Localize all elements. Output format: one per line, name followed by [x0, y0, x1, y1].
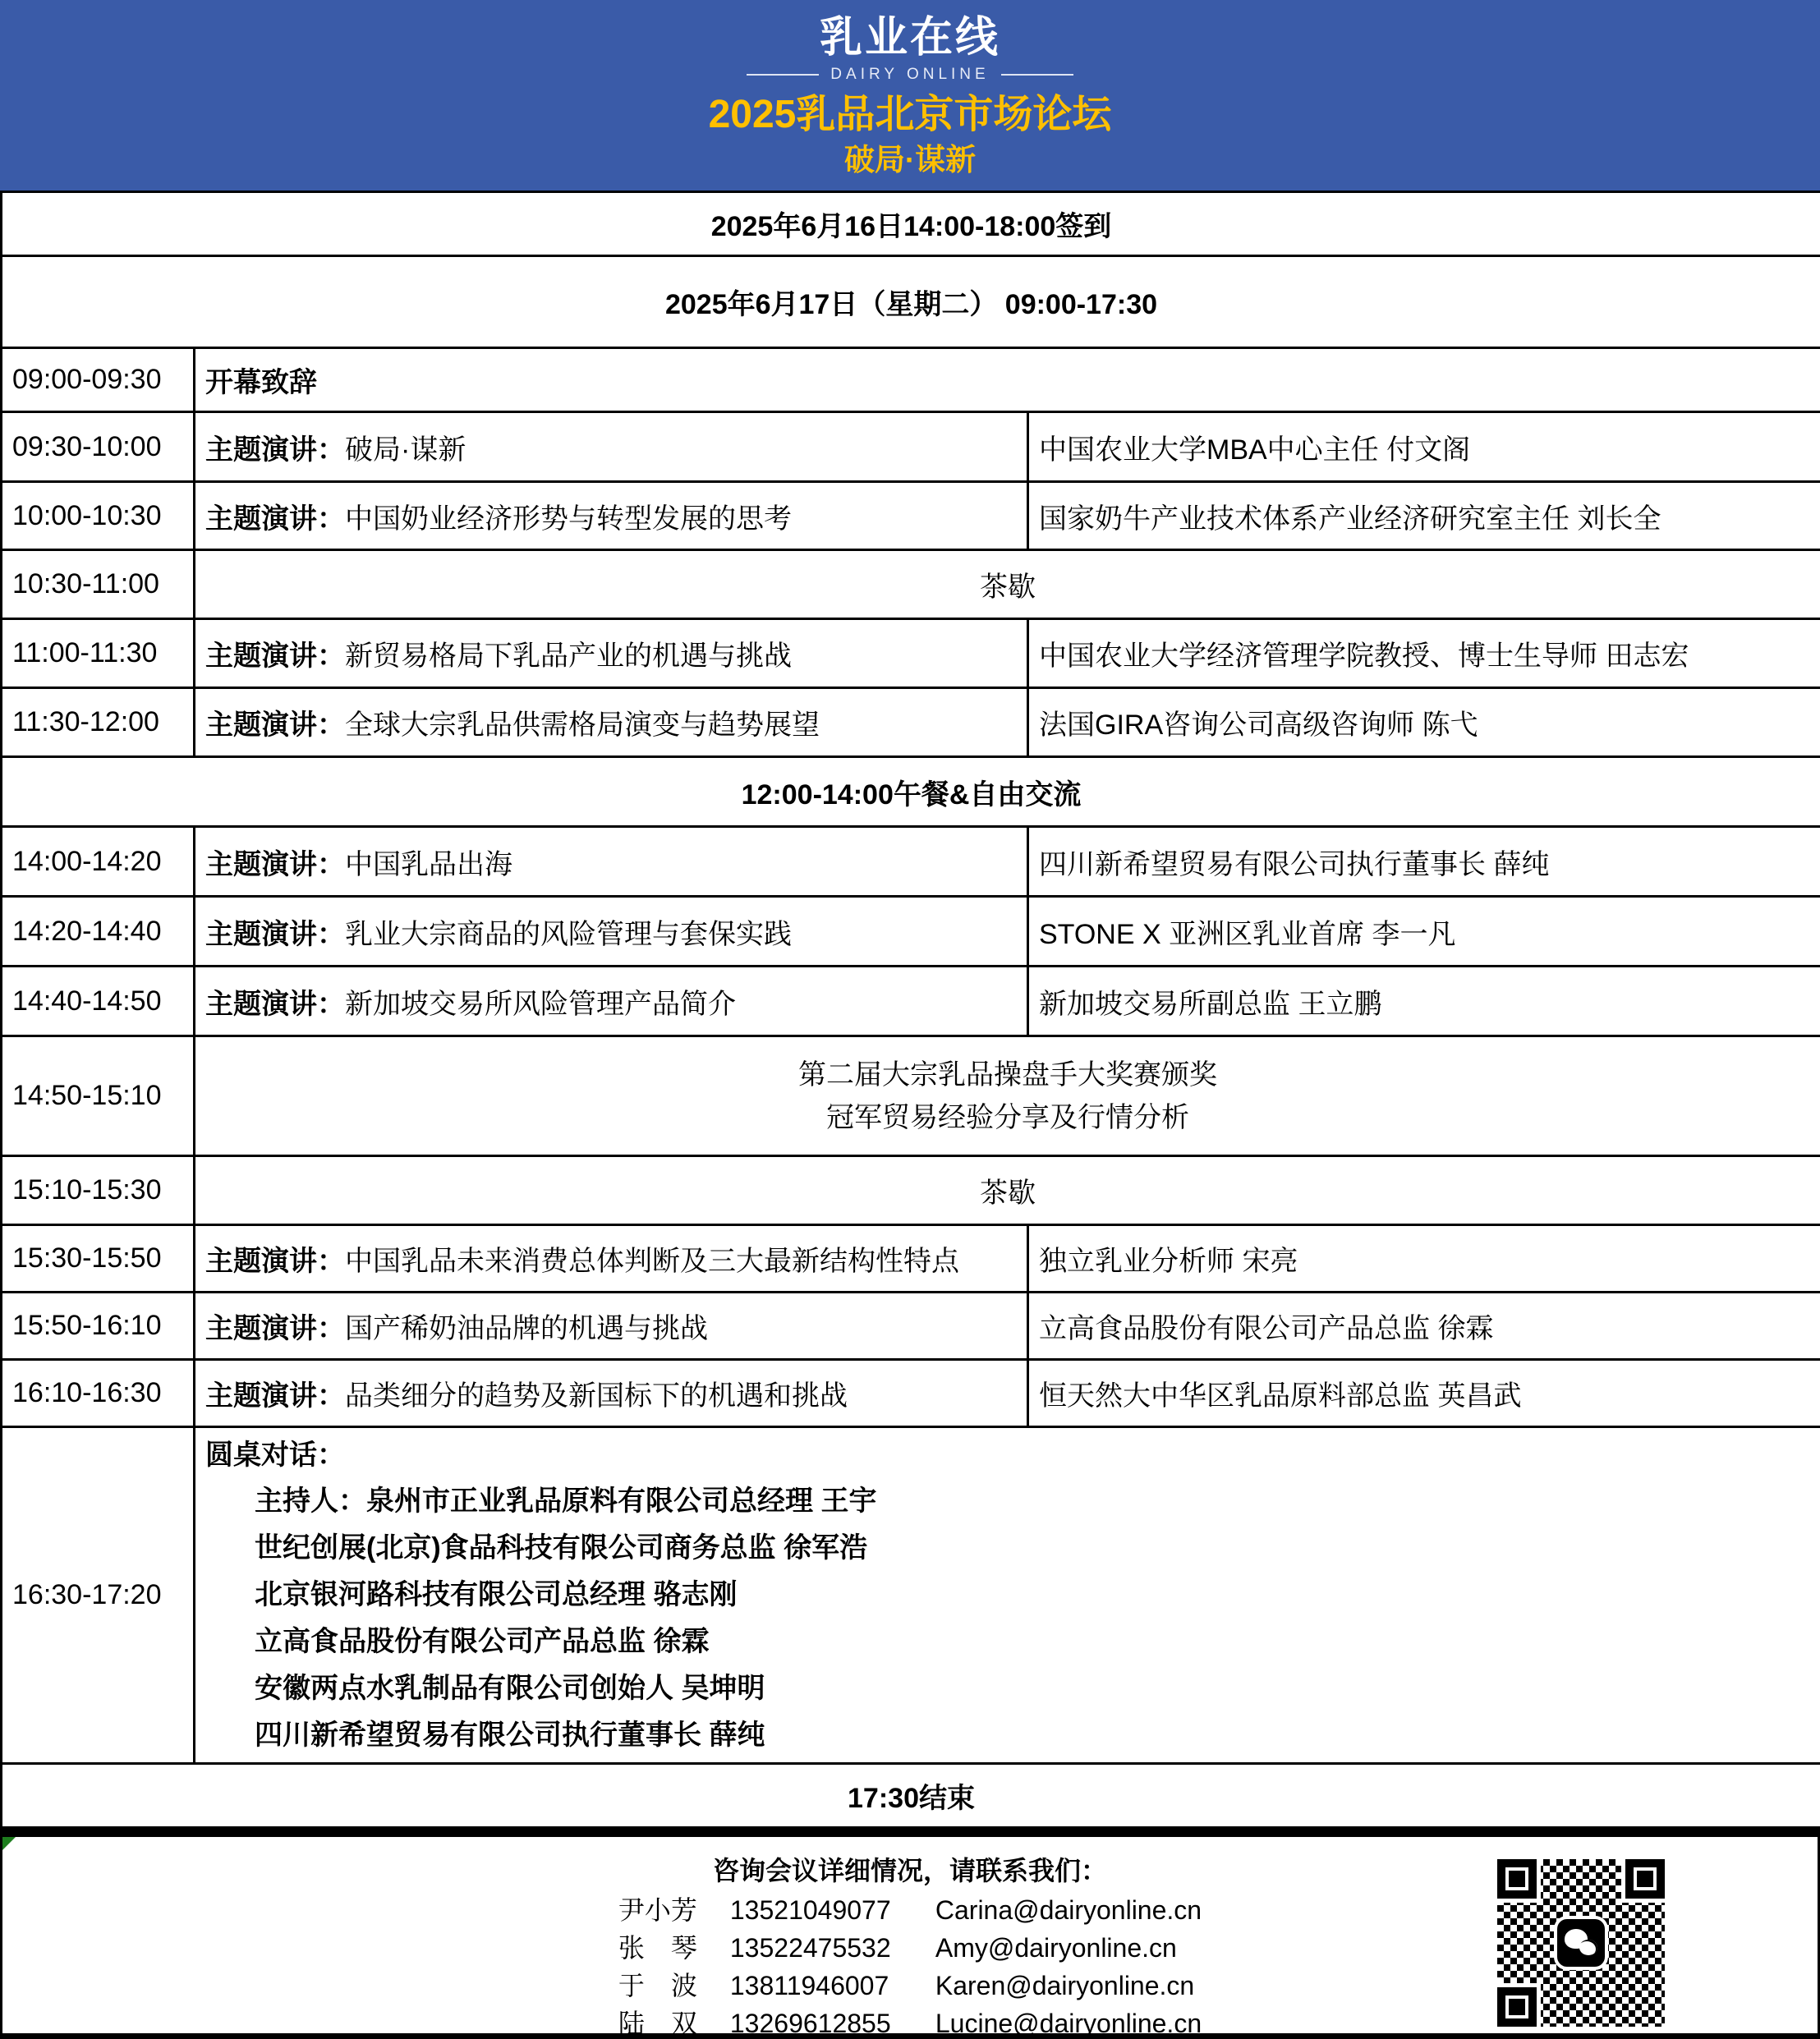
time-cell: 14:00-14:20 [2, 827, 195, 897]
lunch-cell: 12:00-14:00午餐&自由交流 [2, 757, 1820, 827]
speaker-cell: 独立乳业分析师 宋亮 [1028, 1225, 1820, 1293]
time-cell: 14:20-14:40 [2, 897, 195, 967]
session-cell [195, 967, 1028, 1036]
speaker-cell: 中国农业大学MBA中心主任 付文阁 [1028, 412, 1820, 482]
award-cell [195, 1036, 1820, 1156]
session-type-label: 主题演讲： [205, 918, 345, 950]
conference-day-cell: 2025年6月17日（星期二） 09:00-17:30 [2, 256, 1820, 348]
logo-dash-left [747, 74, 819, 76]
page-subtitle: 破局·谋新 [843, 143, 977, 177]
time-cell: 15:30-15:50 [2, 1225, 195, 1293]
contact-row [618, 2005, 1202, 2039]
speaker-cell: 国家奶牛产业技术体系产业经济研究室主任 刘长全 [1028, 482, 1820, 550]
excel-flag-triangle-icon [2, 1837, 16, 1850]
contact-row [618, 1929, 1202, 1967]
session-type-label: 主题演讲： [205, 848, 345, 880]
contact-heading: 咨询会议详细情况，请联系我们： [712, 1856, 1107, 1885]
session-cell [195, 1360, 1028, 1427]
session-cell [195, 1293, 1028, 1360]
session-title: 中国奶业经济形势与转型发展的思考 [345, 503, 792, 535]
session-title: 品类细分的趋势及新国标下的机遇和挑战 [345, 1380, 848, 1412]
speaker-cell: STONE X 亚洲区乳业首席 李一凡 [1028, 897, 1820, 967]
contact-phone: 13269612855 [729, 2009, 891, 2038]
speaker-cell: 恒天然大中华区乳品原料部总监 英昌武 [1028, 1360, 1820, 1427]
award-line-2: 冠军贸易经验分享及行情分析 [826, 1101, 1189, 1133]
qr-finder-icon [1497, 1859, 1537, 1899]
time-cell: 14:40-14:50 [2, 967, 195, 1036]
contact-email: Amy@dairyonline.cn [935, 1933, 1177, 1963]
wechat-qr-code [1493, 1855, 1669, 2031]
logo-subtext-label: DAIRY ONLINE [830, 66, 990, 83]
session-type-label: 主题演讲： [205, 1380, 345, 1412]
time-cell: 15:50-16:10 [2, 1293, 195, 1360]
tea-break-row [2, 1156, 1820, 1225]
session-type-label: 主题演讲： [205, 503, 345, 535]
session-cell [195, 1225, 1028, 1293]
qr-finder-icon [1497, 1987, 1537, 2027]
session-title: 全球大宗乳品供需格局演变与趋势展望 [345, 710, 820, 741]
contact-email: Karen@dairyonline.cn [935, 1971, 1195, 2000]
roundtable-cell [195, 1427, 1820, 1764]
agenda-row-keynote [2, 688, 1820, 757]
session-type-label: 主题演讲： [205, 710, 345, 741]
time-cell: 14:50-15:10 [2, 1036, 195, 1156]
session-cell [195, 827, 1028, 897]
logo-dash-right [1001, 74, 1073, 76]
contact-phone: 13522475532 [729, 1933, 891, 1963]
closing-row [2, 1764, 1820, 1828]
session-title: 中国乳品出海 [345, 848, 512, 880]
break-cell: 茶歇 [195, 1156, 1820, 1225]
roundtable-panelist: 世纪创展(北京)食品科技有限公司商务总监 徐军浩 [255, 1532, 868, 1564]
session-type-label: 主题演讲： [205, 988, 345, 1020]
time-cell: 15:10-15:30 [2, 1156, 195, 1225]
agenda-row-keynote [2, 897, 1820, 967]
roundtable-panelist: 四川新希望贸易有限公司执行董事长 薛纯 [255, 1719, 765, 1751]
wechat-icon [1557, 1919, 1605, 1967]
closing-cell: 17:30结束 [2, 1764, 1820, 1828]
session-cell [195, 619, 1028, 688]
dairy-online-logo: 乳业在线 [819, 14, 1000, 62]
header-banner [0, 0, 1820, 191]
time-cell: 10:30-11:00 [2, 550, 195, 619]
time-cell: 11:00-11:30 [2, 619, 195, 688]
session-cell: 开幕致辞 [195, 348, 1820, 412]
contact-row [618, 1891, 1202, 1929]
time-cell: 11:30-12:00 [2, 688, 195, 757]
lunch-row [2, 757, 1820, 827]
roundtable-heading: 圆桌对话： [205, 1439, 345, 1471]
roundtable-panelist: 立高食品股份有限公司产品总监 徐霖 [255, 1625, 710, 1657]
time-cell: 16:10-16:30 [2, 1360, 195, 1427]
contact-email: Carina@dairyonline.cn [935, 1895, 1202, 1925]
page-title: 2025乳品北京市场论坛 [708, 93, 1112, 136]
contact-name: 张 琴 [618, 1933, 697, 1963]
qr-finder-icon [1625, 1859, 1665, 1899]
session-cell [195, 412, 1028, 482]
roundtable-panelist: 主持人：泉州市正业乳品原料有限公司总经理 王宇 [255, 1485, 877, 1517]
session-cell [195, 688, 1028, 757]
session-type-label: 主题演讲： [205, 641, 345, 672]
registration-cell: 2025年6月16日14:00-18:00签到 [2, 192, 1820, 256]
roundtable-panelist: 北京银河路科技有限公司总经理 骆志刚 [255, 1578, 738, 1610]
agenda-row-keynote [2, 412, 1820, 482]
session-title: 国产稀奶油品牌的机遇与挑战 [345, 1313, 708, 1344]
agenda-row-opening [2, 348, 1820, 412]
time-cell: 16:30-17:20 [2, 1427, 195, 1764]
session-title: 新加坡交易所风险管理产品简介 [345, 988, 736, 1020]
contact-name: 陆 双 [618, 2009, 697, 2038]
time-cell: 09:00-09:30 [2, 348, 195, 412]
time-cell: 09:30-10:00 [2, 412, 195, 482]
contact-email: Lucine@dairyonline.cn [935, 2009, 1202, 2038]
agenda-row-keynote [2, 1360, 1820, 1427]
session-type-label: 主题演讲： [205, 1313, 345, 1344]
session-title: 破局·谋新 [345, 434, 466, 466]
tea-break-row [2, 550, 1820, 619]
agenda-row-keynote [2, 967, 1820, 1036]
speaker-cell: 中国农业大学经济管理学院教授、博士生导师 田志宏 [1028, 619, 1820, 688]
speaker-cell: 新加坡交易所副总监 王立鹏 [1028, 967, 1820, 1036]
contact-phone: 13811946007 [729, 1971, 889, 2000]
agenda-row-keynote [2, 619, 1820, 688]
contact-list [618, 1891, 1202, 2039]
award-ceremony-row [2, 1036, 1820, 1156]
speaker-cell: 立高食品股份有限公司产品总监 徐霖 [1028, 1293, 1820, 1360]
agenda-row-keynote [2, 482, 1820, 550]
dairy-online-logo-subtext [747, 66, 1073, 84]
contact-footer [0, 1829, 1820, 2039]
registration-row [2, 192, 1820, 256]
session-title: 中国乳品未来消费总体判断及三大最新结构性特点 [345, 1246, 959, 1277]
break-cell: 茶歇 [195, 550, 1820, 619]
agenda-table [0, 191, 1820, 1829]
conference-day-row [2, 256, 1820, 348]
agenda-row-keynote [2, 827, 1820, 897]
agenda-row-keynote [2, 1293, 1820, 1360]
time-cell: 10:00-10:30 [2, 482, 195, 550]
session-type-label: 主题演讲： [205, 434, 345, 466]
roundtable-panelist: 安徽两点水乳制品有限公司创始人 吴坤明 [255, 1672, 765, 1704]
session-cell [195, 482, 1028, 550]
session-cell [195, 897, 1028, 967]
session-title: 乳业大宗商品的风险管理与套保实践 [345, 918, 792, 950]
agenda-row-keynote [2, 1225, 1820, 1293]
contact-name: 尹小芳 [618, 1895, 697, 1925]
speaker-cell: 法国GIRA咨询公司高级咨询师 陈弋 [1028, 688, 1820, 757]
speaker-cell: 四川新希望贸易有限公司执行董事长 薛纯 [1028, 827, 1820, 897]
contact-row [618, 1967, 1202, 2005]
session-title: 新贸易格局下乳品产业的机遇与挑战 [345, 641, 792, 672]
award-line-1: 第二届大宗乳品操盘手大奖赛颁奖 [798, 1059, 1217, 1091]
session-type-label: 主题演讲： [205, 1246, 345, 1277]
roundtable-row [2, 1427, 1820, 1764]
contact-name: 于 波 [618, 1971, 697, 2000]
contact-phone: 13521049077 [729, 1895, 891, 1925]
